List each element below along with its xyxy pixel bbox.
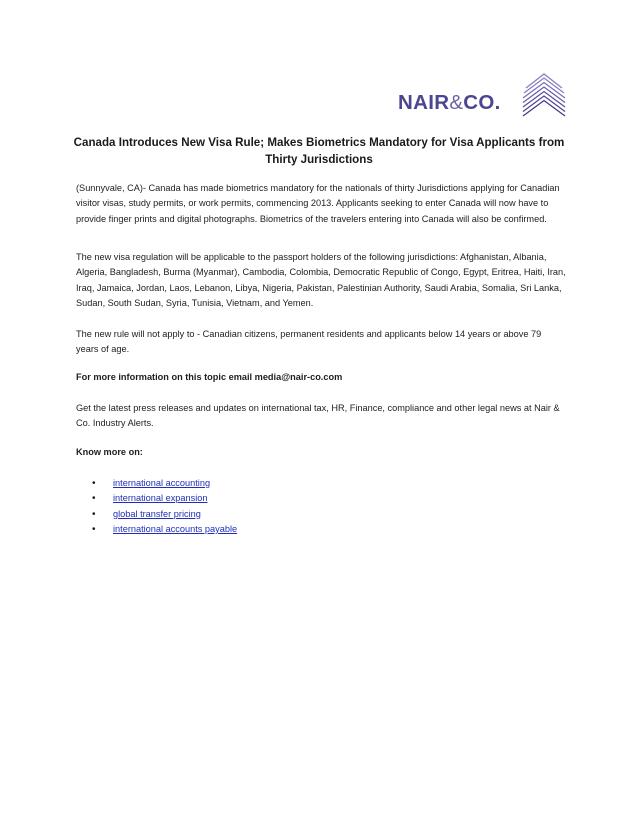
know-more-heading: Know more on: (76, 447, 143, 457)
logo-ampersand: & (449, 91, 464, 114)
list-item (76, 476, 376, 491)
related-links-list (76, 476, 376, 537)
intro-paragraph: (Sunnyvale, CA)- Canada has made biometrics mandatory for the nationals of thirty Jurisdictions applying for Canadian visitor visas, study permits, or work permits, commencing 2013. Applicants seeking to enter Canada will now have to provide finger prints and digital photographs. Biometrics of the travelers entering into Canada will also be confirmed. (76, 183, 560, 224)
stacked-chevron-pyramid-icon (522, 72, 566, 118)
list-item (76, 491, 376, 506)
link-international-accounting[interactable]: international accounting (113, 478, 211, 488)
list-item (76, 522, 376, 537)
contact-info-line: For more information on this topic email media@nair-co.com (76, 372, 343, 382)
company-logo (398, 72, 568, 120)
link-international-accounts-payable[interactable]: international accounts payable (113, 523, 238, 534)
link-international-expansion[interactable]: international expansion (113, 493, 208, 504)
jurisdictions-paragraph: The new visa regulation will be applicable to the passport holders of the following jurisdictions: Afghanistan, Albania, Algeria, Bangladesh, Burma (Myanmar), Cambodia, Colombia, Democratic Republic of Congo, Egypt, Eritrea, Haiti, Iran, Iraq, Jamaica, Jordan, Laos, Lebanon, Libya, Nigeria, Pakistan, Palestinian Authority, Saudi Arabia, Somalia, Sri Lanka, Sudan, South Sudan, Syria, Tunisia, Vietnam, and Yemen. (76, 252, 566, 308)
link-global-transfer-pricing[interactable]: global transfer pricing (113, 508, 201, 519)
exemptions-paragraph: The new rule will not apply to - Canadian citizens, permanent residents and applicants below 14 years or above 79 years of age. (76, 329, 542, 355)
updates-paragraph: Get the latest press releases and updates on international tax, HR, Finance, compliance and other legal news at Nair & Co. Industry Alerts. (76, 403, 560, 429)
list-item (76, 507, 376, 522)
logo-text-nair: NAIR (398, 91, 450, 114)
bullet-icon: • (92, 508, 96, 520)
logo-wordmark (398, 91, 501, 115)
press-release-title: Canada Introduces New Visa Rule; Makes Biometrics Mandatory for Visa Applicants from Thirty Jurisdictions (73, 136, 565, 166)
bullet-icon: • (92, 478, 96, 489)
bullet-icon: • (92, 493, 96, 505)
bullet-icon: • (92, 523, 96, 535)
logo-text-co: CO. (463, 91, 501, 114)
